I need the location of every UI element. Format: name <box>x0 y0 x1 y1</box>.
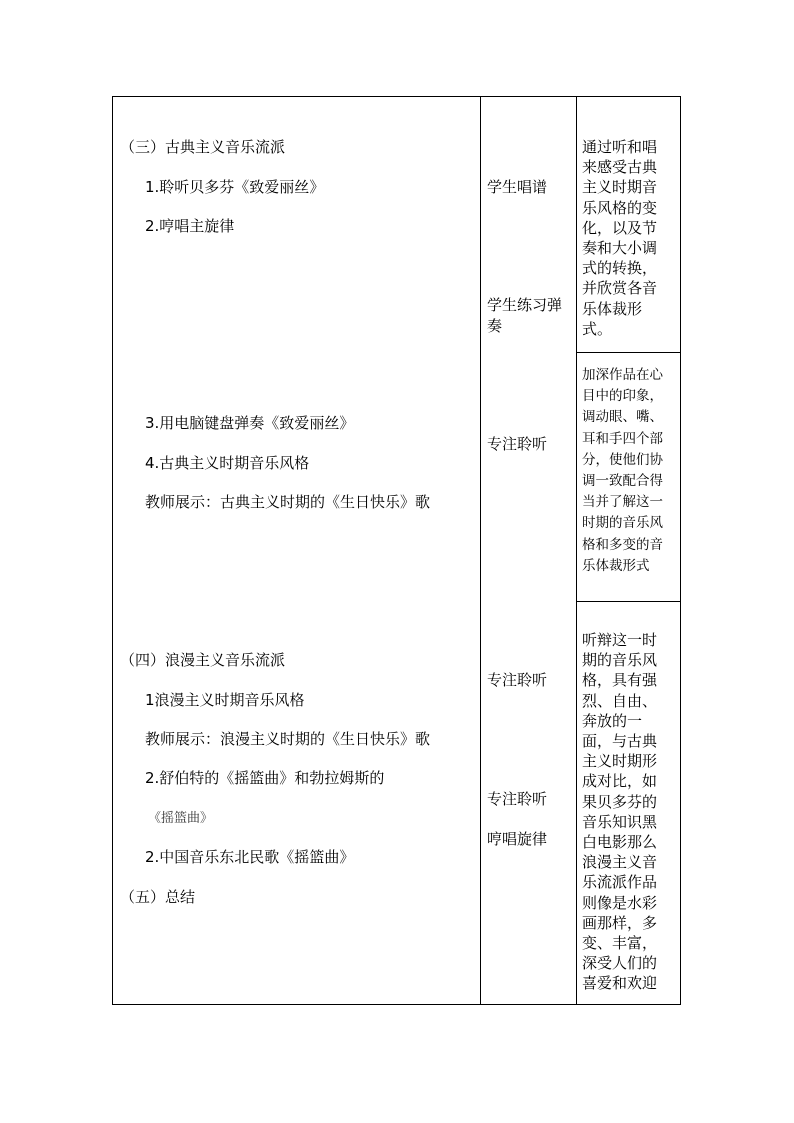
design-intent: 加深作品在心目中的印象，调动眼、嘴、耳和手四个部分，使他们协调一致配合得当并了解这一时期的音乐风格和多变的音乐体裁形式 <box>582 367 663 574</box>
content-item: 教师展示：古典主义时期的《生日快乐》歌 <box>145 493 431 511</box>
content-item: 2.舒伯特的《摇篮曲》和勃拉姆斯的 <box>145 769 385 787</box>
design-intent: 通过听和唱来感受古典主义时期音乐风格的变化，以及节奏和大小调式的转换，并欣赏各音乐体裁形式。 <box>582 138 658 338</box>
content-item: 1浪漫主义时期音乐风格 <box>145 691 305 709</box>
section-heading: （四）浪漫主义音乐流派 <box>120 651 286 669</box>
column-divider <box>480 97 481 1004</box>
column-divider <box>576 97 577 1004</box>
row-divider <box>576 601 680 602</box>
student-activity: 专注聆听 <box>487 790 548 808</box>
content-item: 2.哼唱主旋律 <box>145 217 235 235</box>
content-item: 3.用电脑键盘弹奏《致爱丽丝》 <box>145 414 355 432</box>
student-activity: 学生练习弹奏 <box>487 296 563 335</box>
content-item: 教师展示：浪漫主义时期的《生日快乐》歌 <box>145 730 431 748</box>
student-activity: 学生唱谱 <box>487 178 548 196</box>
content-item: 4.古典主义时期音乐风格 <box>145 454 310 472</box>
student-activity: 专注聆听 <box>487 671 548 689</box>
content-item: 《摇篮曲》 <box>148 811 214 826</box>
row-divider <box>576 352 680 353</box>
section-heading: （三）古典主义音乐流派 <box>120 138 286 156</box>
content-item: 1.聆听贝多芬《致爱丽丝》 <box>145 178 325 196</box>
student-activity: 哼唱旋律 <box>487 830 548 848</box>
student-activity: 专注聆听 <box>487 435 548 453</box>
content-item: 2.中国音乐东北民歌《摇篮曲》 <box>145 848 355 866</box>
section-heading: （五）总结 <box>120 888 196 906</box>
design-intent: 听辩这一时期的音乐风格，具有强烈、自由、奔放的一面，与古典主义时期形成对比，如果贝多芬的音乐知识黑白电影那么浪漫主义音乐流派作品则像是水彩画那样，多变、丰富，深受人们的喜爱和欢迎 <box>582 631 658 993</box>
